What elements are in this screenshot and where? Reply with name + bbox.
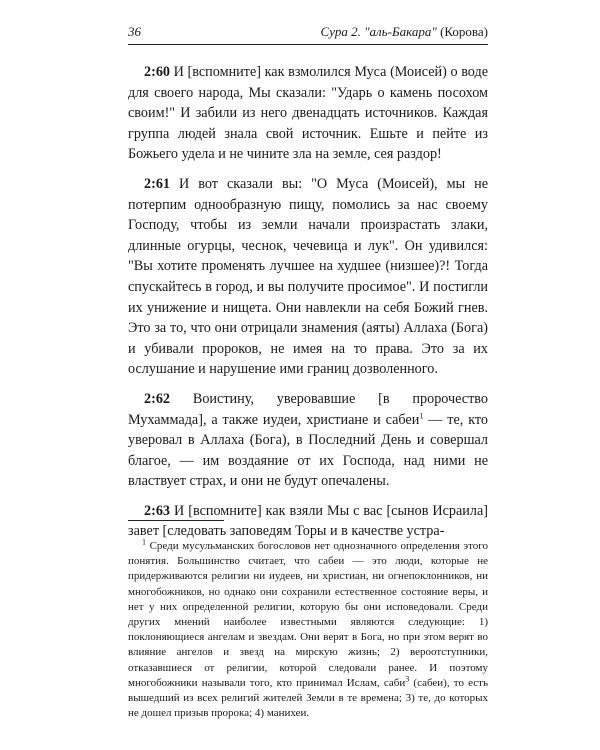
running-title: Сура 2. "аль-Бакара" (Корова) [320, 24, 488, 39]
footnote [128, 539, 488, 721]
verse-text: И [вспомните] как взмолился Муса (Моисей) о воде для своего народа, Мы сказали: "Ударь о камень посохом своим!" И забили из него двенадцать источников. Каждая группа людей знала свой источник. Ешьте и пейте из Божьего удела и не чините зла на земле, сея раздор! [128, 64, 489, 163]
verse-text: И [вспомните] как взяли Мы с вас [сынов Исраила] завет [следовать заповедям Торы и в качестве устра- [128, 502, 489, 540]
verse-2-62 [128, 389, 488, 492]
verse-text: И вот сказали вы: "О Муса (Моисей), мы не потерпим однообразную пищу, помолись за нас своему Господу, чтобы из земли начали произрастать злаки, длинные огурцы, чеснок, чечевица и лук". Он удивился: "Вы хотите променять лучшее на худшее (низшее)?! Тогда спускайтесь в город, и вы получите просимое". И постигли их унижение и нищета. Они навлекли на себя Божий гнев. Это за то, что они отрицали знамения (аяты) Аллаха (Бога) и убивали пророков, не имея на то права. Это за их ослушание и нарушение ими границ дозволенного. [128, 175, 489, 378]
running-header [128, 24, 488, 45]
verses-text [128, 62, 488, 551]
page-number: 36 [128, 24, 141, 39]
footnote-text: Среди мусульманских богословов нет однозначного определения этого понятия. Большинство считает, что сабеи — это люди, которые не придерживаются религии ни иудеев, ни христиан, ни огнепоклонников, ни многобожников, но однако они сохранили естественное состояние веры, и нет у них определенной религии, которую бы они исповедовали. Среди других мнений наиболее известными являются следующие: 1) поклоняющиеся ангелам и звездам. Они верят в Бога, но при этом верят во влияние ангелов и звезд на мирскую жизнь; 2) вероотступники, отказавшиеся от религии, которой следовали ранее. И поэтому многобожники называли того, кто принимал Ислам, саби [128, 540, 488, 689]
verse-2-60 [128, 62, 488, 165]
verse-2-61 [128, 174, 488, 380]
verse-number: 2:60 [144, 64, 171, 80]
footnote-marker: 1 [142, 537, 146, 547]
verse-number: 2:61 [144, 175, 171, 192]
footnote-reference[interactable]: 1 [419, 410, 424, 420]
verse-text-continued: — те, кто уверовал в Аллаха (Бога), в Последний День и совершал благое, — им воздаяние от их Господа, над ними не властвует страх, и они не будут опечалены. [128, 411, 489, 490]
footnote-text-continued: (сабеи), то есть вышедший из всех религий жителей Земли в те времена; 3) те, до которых не дошел призыв пророка; 4) манихеи. [128, 676, 488, 720]
verse-text: Воистину, уверовавшие [в пророчество Мухаммада], а также иудеи, христиане и сабеи [128, 390, 488, 428]
verse-number: 2:62 [144, 390, 171, 407]
verse-2-63 [128, 501, 488, 542]
verse-number: 2:63 [144, 502, 171, 519]
footnote-divider [128, 520, 224, 521]
footnote-inline-reference: 3 [405, 674, 410, 684]
